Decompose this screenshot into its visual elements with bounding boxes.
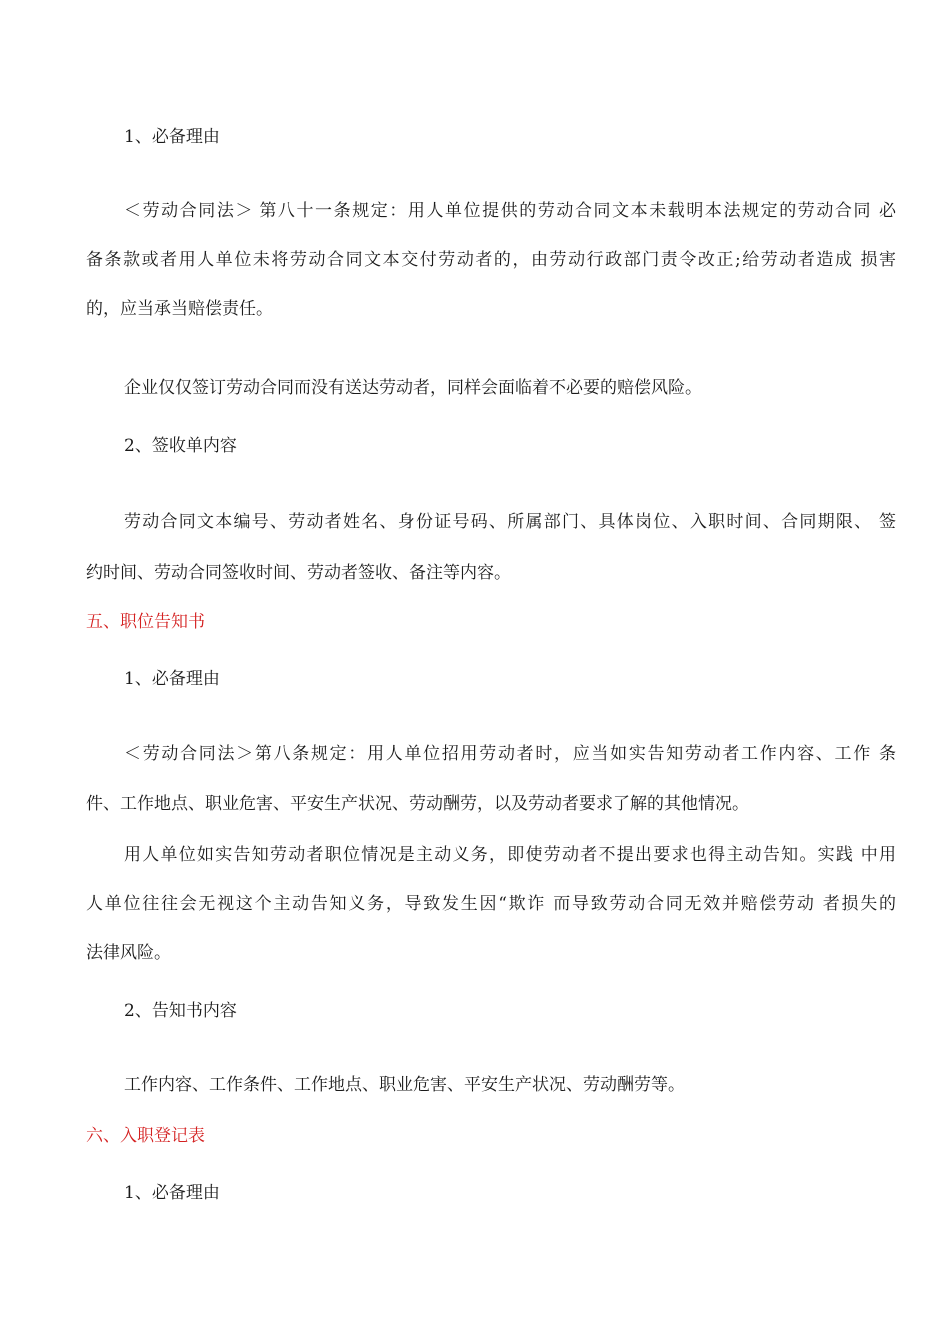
item-title: 2、签收单内容 bbox=[124, 436, 237, 456]
paragraph-line: ＜劳动合同法＞第八条规定：用人单位招用劳动者时，应当如实告知劳动者工作内容、工作 条 bbox=[124, 744, 896, 764]
paragraph-line: 的，应当承当赔偿责任。 bbox=[86, 299, 273, 319]
item-title: 1、必备理由 bbox=[124, 127, 220, 147]
item-title: 2、告知书内容 bbox=[124, 1001, 237, 1021]
paragraph-line: 约时间、劳动合同签收时间、劳动者签收、备注等内容。 bbox=[86, 563, 511, 583]
paragraph: 工作内容、工作条件、工作地点、职业危害、平安生产状况、劳动酬劳等。 bbox=[124, 1075, 685, 1095]
paragraph-line: 件、工作地点、职业危害、平安生产状况、劳动酬劳，以及劳动者要求了解的其他情况。 bbox=[86, 794, 749, 814]
paragraph: 企业仅仅签订劳动合同而没有送达劳动者，同样会面临着不必要的赔偿风险。 bbox=[124, 378, 702, 398]
item-title: 1、必备理由 bbox=[124, 669, 220, 689]
paragraph-line: 备条款或者用人单位未将劳动合同文本交付劳动者的，由劳动行政部门责令改正;给劳动者造成 损害 bbox=[86, 250, 896, 270]
paragraph-line: ＜劳动合同法＞ 第八十一条规定：用人单位提供的劳动合同文本未载明本法规定的劳动合同 必 bbox=[124, 201, 896, 221]
paragraph-line: 用人单位如实告知劳动者职位情况是主动义务，即使劳动者不提出要求也得主动告知。实践 中用 bbox=[124, 845, 896, 865]
paragraph-line: 劳动合同文本编号、劳动者姓名、身份证号码、所属部门、具体岗位、入职时间、合同期限、 签 bbox=[124, 512, 896, 532]
section-heading: 五、职位告知书 bbox=[86, 612, 205, 632]
item-title: 1、必备理由 bbox=[124, 1183, 220, 1203]
paragraph-line: 法律风险。 bbox=[86, 943, 171, 963]
section-heading: 六、入职登记表 bbox=[86, 1126, 205, 1146]
paragraph-line: 人单位往往会无视这个主动告知义务，导致发生因“欺诈 而导致劳动合同无效并赔偿劳动 者损失的 bbox=[86, 894, 896, 914]
